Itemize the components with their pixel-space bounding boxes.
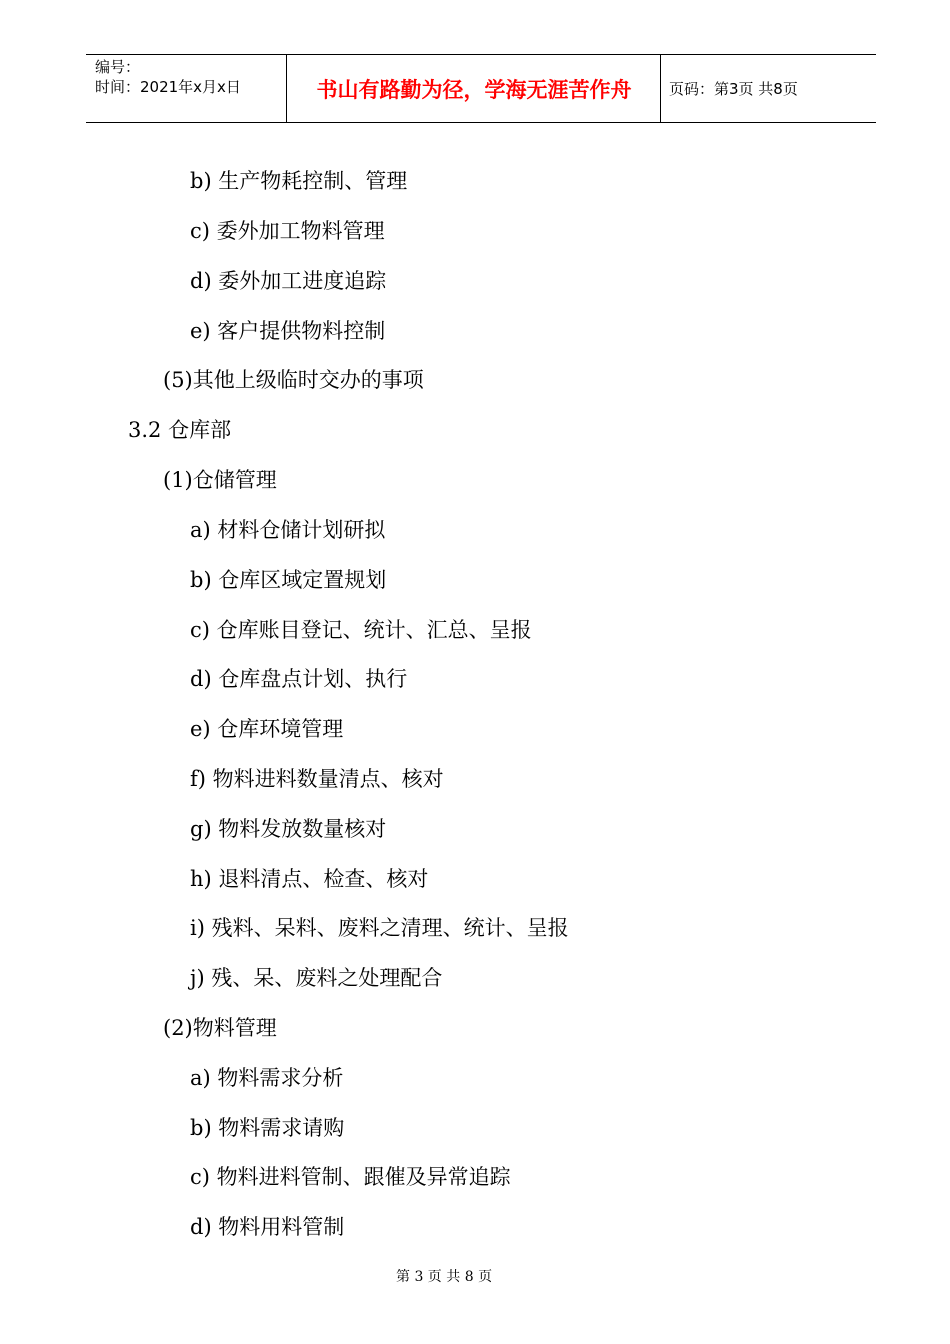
header-motto: 书山有路勤为径，学海无涯苦作舟: [316, 77, 632, 102]
section-heading: 3.2 仓库部: [128, 418, 232, 442]
document-time-label: 时间：2021年x月x日: [95, 78, 241, 96]
list-item: a) 材料仓储计划研拟: [190, 518, 386, 542]
list-item: c) 物料进料管制、跟催及异常追踪: [190, 1165, 511, 1189]
list-item: e) 仓库环境管理: [190, 717, 344, 741]
header-divider-right: [660, 55, 661, 122]
header-page-info: 页码：第3页 共8页: [669, 80, 798, 98]
list-item-numbered: (1)仓储管理: [163, 468, 277, 492]
document-number-label: 编号：: [95, 58, 141, 76]
list-item: e) 客户提供物料控制: [190, 319, 386, 343]
list-item: d) 委外加工进度追踪: [190, 269, 387, 293]
page-footer: 第 3 页 共 8 页: [396, 1269, 493, 1285]
list-item: d) 物料用料管制: [190, 1215, 345, 1239]
list-item: b) 物料需求请购: [190, 1116, 345, 1140]
list-item: d) 仓库盘点计划、执行: [190, 667, 408, 691]
list-item: c) 仓库账目登记、统计、汇总、呈报: [190, 618, 532, 642]
list-item: g) 物料发放数量核对: [190, 817, 387, 841]
list-item: a) 物料需求分析: [190, 1066, 344, 1090]
list-item: j) 残、呆、废料之处理配合: [190, 966, 443, 990]
header-meta: [95, 57, 285, 97]
list-item: h) 退料清点、检查、核对: [190, 867, 429, 891]
list-item: b) 生产物耗控制、管理: [190, 169, 408, 193]
list-item: f) 物料进料数量清点、核对: [190, 767, 444, 791]
list-item-numbered: (2)物料管理: [163, 1016, 277, 1040]
list-item: i) 残料、呆料、废料之清理、统计、呈报: [190, 916, 569, 940]
list-item: c) 委外加工物料管理: [190, 219, 385, 243]
page-header: [86, 54, 876, 123]
list-item: b) 仓库区域定置规划: [190, 568, 387, 592]
list-item-numbered: (5)其他上级临时交办的事项: [163, 368, 424, 392]
